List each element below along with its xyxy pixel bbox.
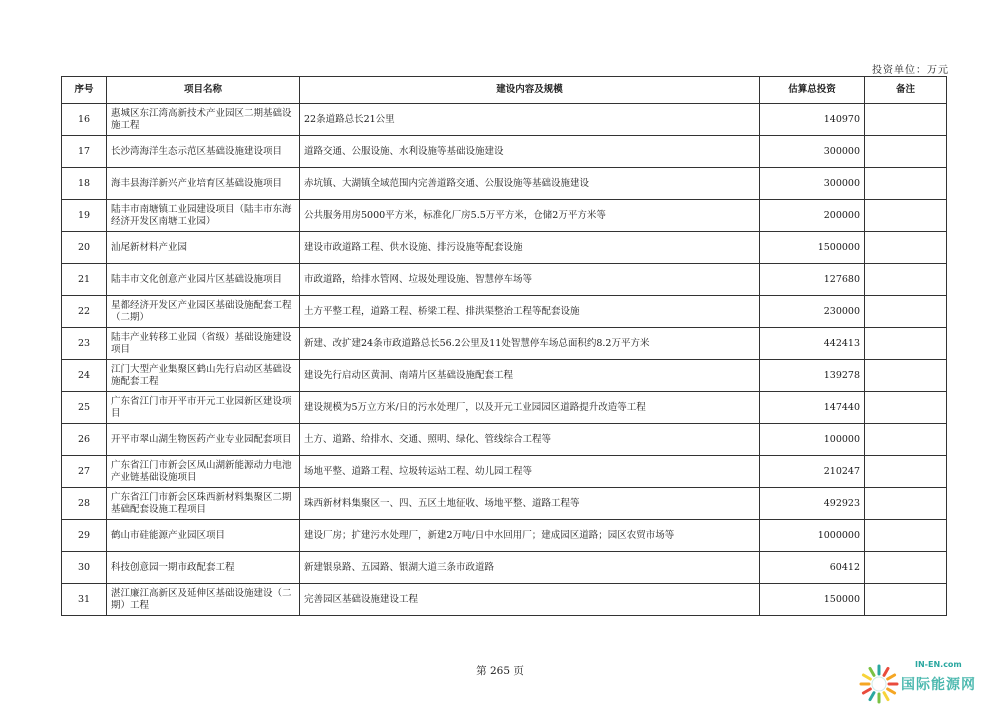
project-name-cell: 惠城区东江湾高新技术产业园区二期基础设施工程 (107, 104, 300, 136)
investment-amount-cell: 300000 (760, 136, 865, 168)
table-row (62, 520, 947, 552)
project-name-cell: 广东省江门市新会区珠西新材料集聚区二期基础配套设施工程项目 (107, 488, 300, 520)
investment-unit-note: 投资单位：万元 (872, 65, 949, 76)
header-project-name: 项目名称 (107, 77, 300, 104)
watermark-logo (855, 660, 995, 704)
investment-amount-cell: 200000 (760, 200, 865, 232)
project-name-cell: 陆丰市文化创意产业园片区基础设施项目 (107, 264, 300, 296)
content-scale-cell: 土方平整工程，道路工程、桥梁工程、排洪渠整治工程等配套设施 (300, 296, 760, 328)
investment-amount-cell: 1000000 (760, 520, 865, 552)
project-name-cell: 鹤山市硅能源产业园区项目 (107, 520, 300, 552)
remarks-cell (865, 424, 947, 456)
content-scale-cell: 新建银泉路、五园路、银湖大道三条市政道路 (300, 552, 760, 584)
content-scale-cell: 道路交通、公服设施、水利设施等基础设施建设 (300, 136, 760, 168)
investment-amount-cell: 100000 (760, 424, 865, 456)
sun-ray (884, 693, 888, 700)
watermark-name: 国际能源网 (901, 677, 976, 693)
content-scale-cell: 公共服务用房5000平方米，标准化厂房5.5万平方米，仓储2万平方米等 (300, 200, 760, 232)
table-row (62, 392, 947, 424)
content-scale-cell: 场地平整、道路工程、垃圾转运站工程、幼儿园工程等 (300, 456, 760, 488)
project-name-cell: 广东省江门市开平市开元工业园新区建设项目 (107, 392, 300, 424)
remarks-cell (865, 584, 947, 616)
sun-ray (870, 668, 874, 675)
remarks-cell (865, 232, 947, 264)
project-name-cell: 陆丰市南塘镇工业园建设项目（陆丰市东海经济开发区南塘工业园） (107, 200, 300, 232)
content-scale-cell: 珠西新材料集聚区一、四、五区土地征收、场地平整、道路工程等 (300, 488, 760, 520)
project-name-cell: 汕尾新材料产业园 (107, 232, 300, 264)
sun-ray (884, 668, 888, 675)
project-name-cell: 陆丰产业转移工业园（省级）基础设施建设项目 (107, 328, 300, 360)
table-row (62, 552, 947, 584)
content-scale-cell: 市政道路，给排水管网、垃圾处理设施、智慧停车场等 (300, 264, 760, 296)
row-number: 20 (62, 232, 107, 264)
table-row (62, 136, 947, 168)
content-scale-cell: 建设先行启动区黄洞、南靖片区基础设施配套工程 (300, 360, 760, 392)
investment-amount-cell: 140970 (760, 104, 865, 136)
table-row (62, 328, 947, 360)
project-name-cell: 科技创意园一期市政配套工程 (107, 552, 300, 584)
sun-ray (863, 689, 870, 693)
project-name-cell: 湛江廉江高新区及延伸区基础设施建设（二期）工程 (107, 584, 300, 616)
header-remarks: 备注 (865, 77, 947, 104)
row-number: 27 (62, 456, 107, 488)
remarks-cell (865, 104, 947, 136)
header-no: 序号 (62, 77, 107, 104)
sun-ray (888, 675, 895, 679)
sun-ray (863, 675, 870, 679)
investment-amount-cell: 210247 (760, 456, 865, 488)
table-row (62, 296, 947, 328)
row-number: 21 (62, 264, 107, 296)
remarks-cell (865, 392, 947, 424)
investment-amount-cell: 230000 (760, 296, 865, 328)
table-row (62, 264, 947, 296)
row-number: 16 (62, 104, 107, 136)
content-scale-cell: 建设市政道路工程、供水设施、排污设施等配套设施 (300, 232, 760, 264)
table-row (62, 488, 947, 520)
watermark-url: IN-EN.com (915, 660, 962, 669)
page-number: 第 265 页 (476, 665, 524, 677)
sun-ray (870, 693, 874, 700)
table-row (62, 360, 947, 392)
content-scale-cell: 22条道路总长21公里 (300, 104, 760, 136)
content-scale-cell: 建设厂房；扩建污水处理厂，新建2万吨/日中水回用厂；建成园区道路；园区农贸市场等 (300, 520, 760, 552)
remarks-cell (865, 264, 947, 296)
remarks-cell (865, 296, 947, 328)
remarks-cell (865, 488, 947, 520)
row-number: 22 (62, 296, 107, 328)
investment-amount-cell: 139278 (760, 360, 865, 392)
investment-amount-cell: 150000 (760, 584, 865, 616)
row-number: 24 (62, 360, 107, 392)
content-scale-cell: 完善园区基础设施建设工程 (300, 584, 760, 616)
project-name-cell: 江门大型产业集聚区鹤山先行启动区基础设施配套工程 (107, 360, 300, 392)
row-number: 25 (62, 392, 107, 424)
content-scale-cell: 新建、改扩建24条市政道路总长56.2公里及11处智慧停车场总面积约8.2万平方米 (300, 328, 760, 360)
table-header-row (62, 77, 947, 104)
remarks-cell (865, 520, 947, 552)
header-content-scale: 建设内容及规模 (300, 77, 760, 104)
table-row (62, 456, 947, 488)
investment-amount-cell: 492923 (760, 488, 865, 520)
project-name-cell: 星都经济开发区产业园区基础设施配套工程（二期） (107, 296, 300, 328)
investment-amount-cell: 442413 (760, 328, 865, 360)
row-number: 28 (62, 488, 107, 520)
remarks-cell (865, 552, 947, 584)
remarks-cell (865, 360, 947, 392)
project-name-cell: 长沙湾海洋生态示范区基础设施建设项目 (107, 136, 300, 168)
row-number: 18 (62, 168, 107, 200)
sun-ray (888, 689, 895, 693)
sun-logo-icon (855, 660, 903, 704)
remarks-cell (865, 200, 947, 232)
table-row (62, 232, 947, 264)
row-number: 19 (62, 200, 107, 232)
investment-amount-cell: 127680 (760, 264, 865, 296)
row-number: 26 (62, 424, 107, 456)
table-row (62, 104, 947, 136)
content-scale-cell: 建设规模为5万立方米/日的污水处理厂，以及开元工业园园区道路提升改造等工程 (300, 392, 760, 424)
remarks-cell (865, 136, 947, 168)
remarks-cell (865, 456, 947, 488)
row-number: 23 (62, 328, 107, 360)
investment-amount-cell: 1500000 (760, 232, 865, 264)
remarks-cell (865, 168, 947, 200)
table-row (62, 168, 947, 200)
project-name-cell: 开平市翠山湖生物医药产业专业园配套项目 (107, 424, 300, 456)
project-name-cell: 广东省江门市新会区凤山湖新能源动力电池产业链基础设施项目 (107, 456, 300, 488)
table-row (62, 584, 947, 616)
header-total-investment: 估算总投资 (760, 77, 865, 104)
investment-amount-cell: 60412 (760, 552, 865, 584)
row-number: 17 (62, 136, 107, 168)
table-row (62, 200, 947, 232)
project-name-cell: 海丰县海洋新兴产业培育区基础设施项目 (107, 168, 300, 200)
content-scale-cell: 赤坑镇、大湖镇全域范围内完善道路交通、公服设施等基础设施建设 (300, 168, 760, 200)
project-table (61, 76, 947, 616)
table-row (62, 424, 947, 456)
row-number: 31 (62, 584, 107, 616)
remarks-cell (865, 328, 947, 360)
content-scale-cell: 土方、道路、给排水、交通、照明、绿化、管线综合工程等 (300, 424, 760, 456)
row-number: 30 (62, 552, 107, 584)
investment-amount-cell: 300000 (760, 168, 865, 200)
investment-amount-cell: 147440 (760, 392, 865, 424)
row-number: 29 (62, 520, 107, 552)
